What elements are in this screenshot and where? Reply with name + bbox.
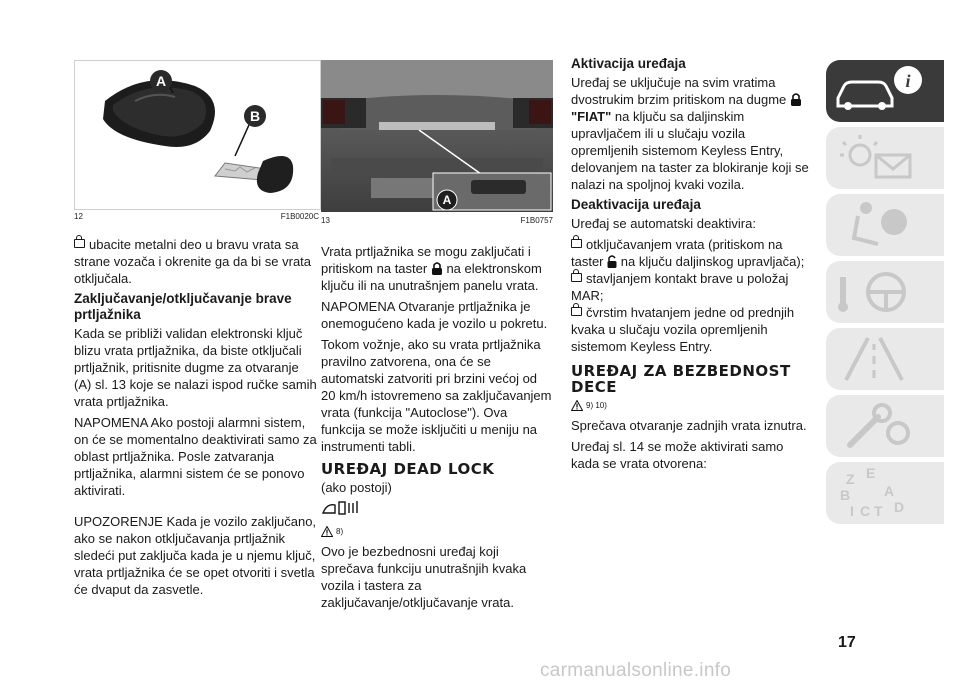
tab-emergency[interactable]: [826, 328, 944, 390]
label-b: B: [249, 108, 261, 124]
figure-tailgate: [321, 60, 553, 212]
svg-text:C: C: [860, 503, 871, 519]
car-info-icon: [826, 60, 944, 122]
page-number: 17: [838, 634, 856, 651]
svg-text:Z: Z: [846, 471, 855, 487]
bullet-item: čvrstim hvatanjem jedne od prednjih kvaka u slučaju vozila opremljenih sistemom Keyless Entry.: [571, 305, 795, 354]
bullet-icon: [571, 307, 582, 316]
steering-icon: [826, 261, 944, 323]
text-block: [571, 56, 811, 476]
figure-code: F1B0757: [520, 216, 553, 225]
paragraph: NAPOMENA Otvaranje prtljažnika je onemogućeno kada je vozilo u pokretu.: [321, 299, 548, 331]
warning-lights-icon: [826, 127, 944, 189]
paragraph: NAPOMENA Ako postoji alarmni sistem, on će se momentalno deaktivirati samo za oblast prtljažnika. Posle zatvaranja prtljažnika, alarmni sistem će se ponovo aktivirati.: [74, 415, 317, 498]
road-icon: [826, 328, 944, 390]
label-a: A: [442, 193, 452, 207]
tab-maintenance[interactable]: [826, 395, 944, 457]
warning-reference: 9) 10): [571, 397, 811, 414]
watermark: carmanualsonline.info: [540, 660, 732, 681]
figure-caption: [74, 212, 319, 221]
svg-text:A: A: [884, 483, 895, 499]
figure-number: 13: [321, 216, 330, 225]
paragraph: Tokom vožnje, ako su vrata prtljažnika pravilno zatvorena, ona će se automatski zatvoriti pri brzini većoj od 20 km/h istovremeno sa zaključavanjem vrata (funkcija "Autoclose"). Ova funkcija se može isključiti u meniju na instrumenti tabli.: [321, 337, 552, 454]
paragraph: Sprečava otvaranje zadnjih vrata iznutra.: [571, 418, 807, 433]
text-block: [74, 236, 319, 602]
warning-triangle-icon: [571, 400, 583, 411]
bullet-item: ubacite metalni deo u bravu vrata sa strane vozača i okrenite ga da bi se vrata otključala.: [74, 237, 312, 286]
paragraph-warning: UPOZORENJE Kada je vozilo zaključano, ako se nakon otključavanja prtljažnik sledeći put zaključa kada je u njemu ključ, vrata prtljažnika će se opet otvoriti i svetla će dvaput da zasvetle.: [74, 514, 317, 597]
svg-text:T: T: [874, 503, 883, 519]
unlock-icon: [607, 255, 617, 269]
tab-index[interactable]: [826, 462, 944, 524]
tailgate-illustration: [321, 60, 553, 212]
figure-caption: [321, 216, 553, 225]
warning-triangle-icon: [321, 526, 333, 537]
car-manual-icon: [321, 499, 363, 517]
paragraph: Uređaj se uključuje na svim vratima dvostrukim brzim pritiskom na dugme "FIAT" na ključu sa daljinskim upravljačem ili u slučaju vozila opremljenih sistemom Keyless Entry, delovanjem na taster za blokiranje koji se nalazi na spoljnoj kvaki vozila.: [571, 75, 809, 192]
tab-safety[interactable]: [826, 194, 944, 256]
lock-icon: [790, 92, 802, 107]
bullet-icon: [74, 239, 85, 248]
tab-warning-lights[interactable]: [826, 127, 944, 189]
tab-car-info[interactable]: [826, 60, 944, 122]
svg-text:i: i: [905, 71, 911, 91]
label-a: A: [155, 73, 167, 89]
section-heading: UREĐAJ DEAD LOCK: [321, 460, 495, 478]
key-illustration: [75, 61, 320, 209]
airbag-icon: [826, 194, 944, 256]
svg-text:E: E: [866, 465, 876, 481]
section-heading: Deaktivacija uređaja: [571, 197, 701, 212]
bullet-item: otključavanjem vrata (pritiskom na taster na ključu daljinskog upravljača);: [571, 237, 805, 269]
figure-number: 12: [74, 212, 83, 221]
paragraph: Uređaj se automatski deaktivira:: [571, 216, 756, 231]
text-block: [321, 243, 553, 615]
tools-icon: [826, 395, 944, 457]
paragraph: Vrata prtljažnika se mogu zaključati i pritiskom na taster na elektronskom ključu ili na unutrašnjem panelu vrata.: [321, 244, 542, 293]
bullet-icon: [571, 239, 582, 248]
section-heading: Aktivacija uređaja: [571, 56, 686, 71]
svg-text:D: D: [894, 499, 905, 515]
figure-key: [74, 60, 321, 210]
paragraph: Kada se približi validan elektronski ključ blizu vrata prtljažnika, da biste otključali prtljažnik, pritisnite dugme za otvaranje (A) sl. 13 koje se nalazi ispod ručke samih vrata prtljažnika.: [74, 326, 317, 409]
lock-icon: [431, 261, 443, 276]
figure-code: F1B0020C: [280, 212, 319, 221]
subheading: (ako postoji): [321, 480, 392, 495]
tab-driving[interactable]: [826, 261, 944, 323]
warning-reference: 8): [321, 523, 553, 540]
section-heading: Zaključavanje/otključavanje brave prtljažnika: [74, 291, 292, 322]
bullet-icon: [571, 273, 582, 282]
bullet-item: stavljanjem kontakt brave u položaj MAR;: [571, 271, 789, 303]
section-heading: UREĐAJ ZA BEZBEDNOST DECE: [571, 362, 791, 396]
svg-text:B: B: [840, 487, 851, 503]
paragraph: Ovo je bezbednosni uređaj koji sprečava funkciju unutrašnjih kvaka vozila i tastera za zaključavanje/otključavanje vrata.: [321, 544, 527, 610]
svg-text:I: I: [850, 503, 854, 519]
index-icon: [826, 462, 944, 524]
paragraph: Uređaj sl. 14 se može aktivirati samo kada se vrata otvorena:: [571, 439, 784, 471]
